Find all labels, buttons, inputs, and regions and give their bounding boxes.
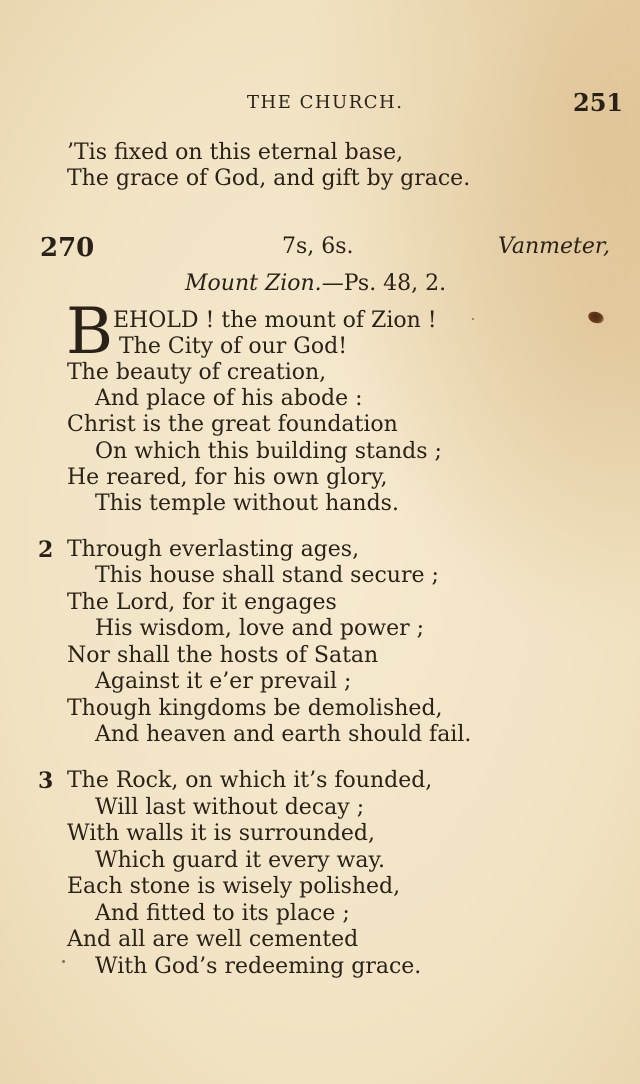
verse-line: And all are well cemented (67, 927, 359, 952)
verse-line: His wisdom, love and power ; (95, 616, 425, 641)
verse-line: Christ is the great foundation (67, 412, 398, 437)
verse-line: Though kingdoms be demolished, (67, 696, 443, 721)
verse-line: Each stone is wisely polished, (67, 874, 401, 899)
verse-line: Against it e’er prevail ; (95, 669, 352, 694)
subject-title: Mount Zion. (185, 271, 322, 296)
verse-line: Which guard it every way. (95, 848, 385, 873)
verse-line: EHOLD ! the mount of Zion ! (113, 308, 437, 333)
verse-line: The Rock, on which it’s founded, (67, 768, 433, 793)
paper-speck (62, 960, 65, 963)
verse-line: Through everlasting ages, (67, 537, 360, 562)
paper-speck (472, 318, 474, 320)
verse-number: 2 (38, 537, 54, 563)
previous-hymn-line: ’Tis fixed on this eternal base, (67, 140, 404, 165)
verse-line: The City of our God! (119, 334, 348, 359)
verse-line: This temple without hands. (95, 491, 399, 516)
verse-line: And fitted to its place ; (95, 901, 350, 926)
verse-line: On which this building stands ; (95, 439, 442, 464)
previous-hymn-line: The grace of God, and gift by grace. (67, 166, 471, 191)
page-number: 251 (573, 88, 624, 117)
ink-blot (587, 310, 606, 325)
running-title: THE CHURCH. (247, 92, 404, 113)
dropcap: B (66, 295, 114, 369)
verse-line: Nor shall the hosts of Satan (67, 643, 379, 668)
hymn-meter: 7s, 6s. (282, 234, 354, 259)
verse-line: He reared, for his own glory, (67, 465, 388, 490)
verse-line: This house shall stand secure ; (95, 563, 439, 588)
hymn-number: 270 (40, 233, 95, 263)
running-head (0, 88, 640, 122)
verse-line: The Lord, for it engages (67, 590, 337, 615)
verse-line: And place of his abode : (95, 386, 363, 411)
hymn-tune: Vanmeter, (498, 234, 610, 259)
subject-reference: —Ps. 48, 2. (321, 271, 447, 296)
verse-line: And heaven and earth should fail. (95, 722, 472, 747)
verse-number: 3 (38, 768, 54, 794)
verse-line: With walls it is surrounded, (67, 821, 376, 846)
verse-line: With God’s redeeming grace. (95, 954, 422, 979)
verse-line: Will last without decay ; (95, 795, 365, 820)
hymn-subject (185, 271, 446, 296)
verse-line: The beauty of creation, (67, 360, 327, 385)
